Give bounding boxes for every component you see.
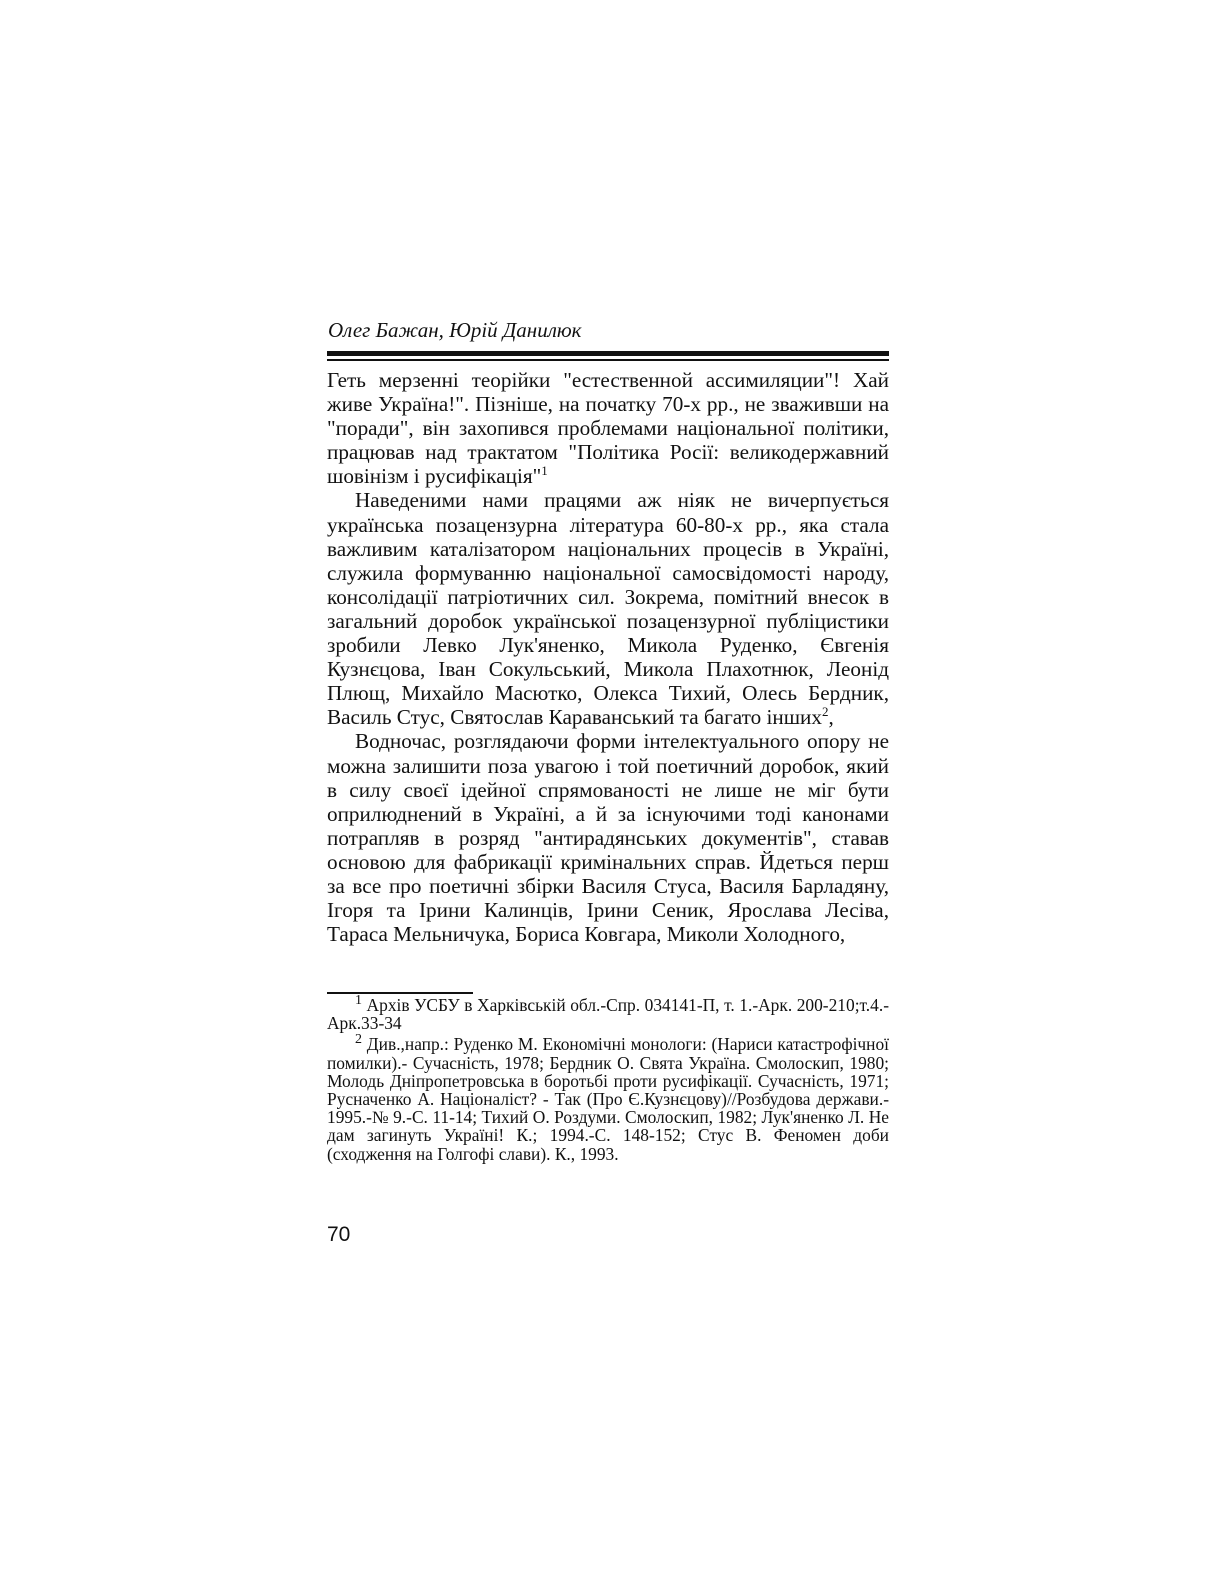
paragraph-1-text: Геть мерзенні теорійки "естественной ассимиляции"! Хай живе Україна!". Пізніше, на початку 70-х рр., не зваживши на "поради", він захопився проблемами національної політики, працював над трактатом "Політика Росії: великодержавний шовінізм і русифікація" [327, 368, 889, 489]
paragraph-2 [327, 488, 889, 729]
footnote-mark-1: 1 [355, 993, 362, 1008]
paragraph-2-end: , [828, 705, 834, 730]
footnote-1-text: Архів УСБУ в Харківській обл.-Спр. 034141-П, т. 1.-Арк. 200-210;т.4.-Арк.33-34 [327, 995, 889, 1034]
footnote-1 [327, 993, 889, 1034]
main-text [327, 368, 889, 946]
running-head: Олег Бажан, Юрій Данилюк [328, 318, 582, 342]
footnote-2 [327, 1032, 889, 1164]
paragraph-2-text: Наведеними нами працями аж ніяк не вичерпується українська позацензурна література 60-80-х рр., яка стала важливим каталізатором національних процесів в Україні, служила формуванню національної самосвідомості народу, консолідації патріотичних сил. Зокрема, помітний внесок в загальний доробок української позацензурної публіцистики зробили Левко Лук'яненко, Микола Руденко, Євгенія Кузнєцова, Іван Сокульський, Микола Плахотнюк, Леонід Плющ, Михайло Масютко, Олекса Тихий, Олесь Бердник, Василь Стус, Святослав Караванський та багато інших [327, 488, 889, 730]
footnote-ref-2: 2 [821, 704, 829, 720]
page-number: 70 [327, 1223, 351, 1246]
header-rule-thin [327, 359, 889, 361]
footnote-separator [327, 992, 473, 994]
paragraph-3: Водночас, розглядаючи форми інтелектуального опору не можна залишити поза увагою і той поетичний доробок, який в силу своєї ідейної спрямованості не лише не міг бути оприлюднений в Україні, а й за існуючими тоді канонами потрапляв в розряд "антирадянських документів", ставав основою для фабрикації кримінальних справ. Йдеться перш за все про поетичні збірки Василя Стуса, Василя Барладяну, Ігоря та Ірини Калинців, Ірини Сеник, Ярослава Лесіва, Тараса Мельничука, Бориса Ковгара, Миколи Холодного, [327, 729, 889, 947]
footnotes [327, 993, 889, 1166]
footnote-ref-1: 1 [541, 463, 548, 479]
footnote-mark-2: 2 [355, 1032, 362, 1048]
paragraph-1 [327, 368, 889, 488]
footnote-2-text: Див.,напр.: Руденко М. Економічні монологи: (Нариси катастрофічної помилки).- Сучасність, 1978; Бердник О. Свята Україна. Смолоскип, 1980; Молодь Дніпропетровська в боротьбі проти русифікації. Сучасність, 1971; Русначенко А. Націоналіст? - Так (Про Є.Кузнєцову)//Розбудова держави.- 1995.-№ 9.-С. 11-14; Тихий О. Роздуми. Смолоскип, 1982; Лук'яненко Л. Не дам загинуть Україні! К.; 1994.-С. 148-152; Стус В. Феномен доби (сходження на Голгофі слави). К., 1993. [327, 1034, 889, 1164]
header-rule-thick [327, 351, 889, 356]
